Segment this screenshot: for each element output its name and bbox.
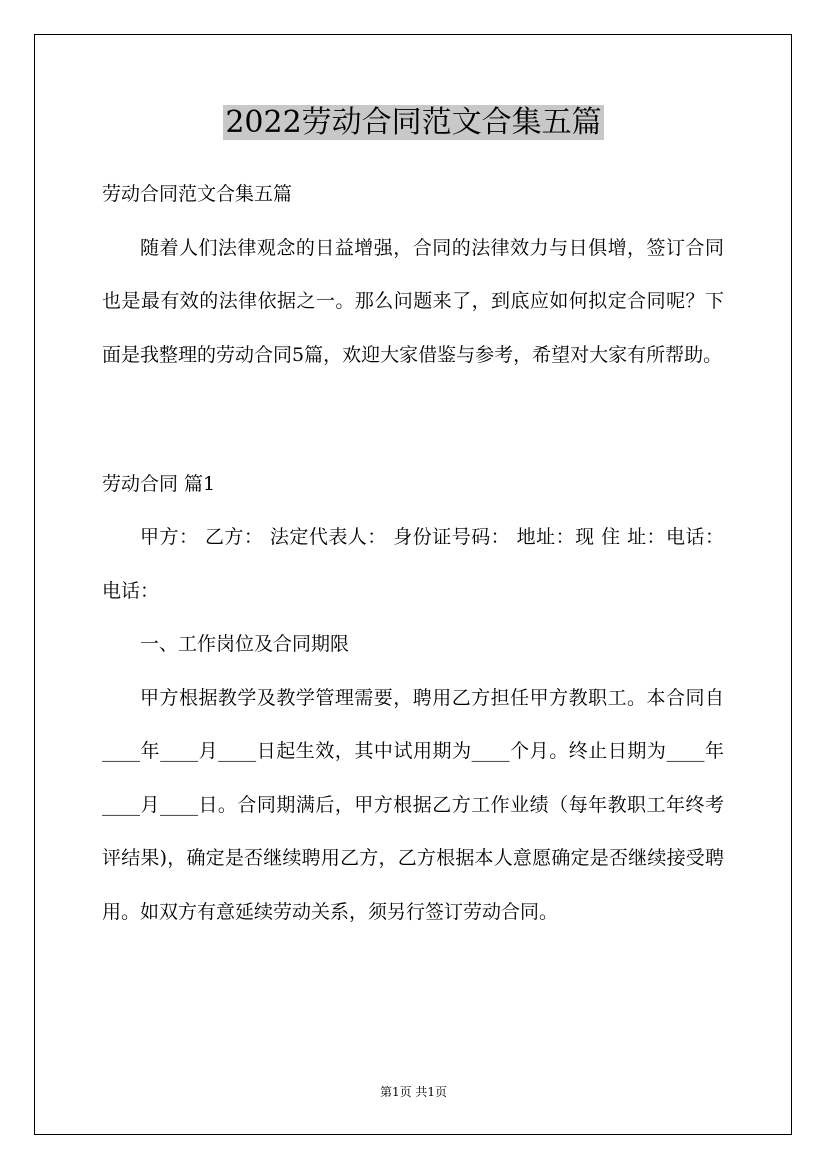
section-heading: 劳动合同 篇1 bbox=[102, 472, 216, 495]
clause-heading: 一、工作岗位及合同期限 bbox=[140, 633, 350, 655]
intro-paragraph: 随着人们法律观念的日益增强，合同的法律效力与日俱增，签订合同也是最有效的法律依据之一。那么问题来了，到底应如何拟定合同呢？下面是我整理的劳动合同5篇，欢迎大家借鉴与参考，希望对大家有所帮助。 bbox=[102, 236, 724, 366]
clause-paragraph: 甲方根据教学及教学管理需要，聘用乙方担任甲方教职工。本合同自____年____月____日起生效，其中试用期为____个月。终止日期为____年____月____日。合同期满后，甲方根据乙方工作业绩（每年教职工年终考评结果)，确定是否继续聘用乙方，乙方根据本人意愿确定是否继续接受聘用。如双方有意延续劳动关系，须另行签订劳动合同。 bbox=[102, 686, 724, 923]
document-title-text: 2022劳动合同范文合集五篇 bbox=[225, 105, 602, 140]
page-footer: 第1页 共1页 bbox=[379, 1085, 448, 1099]
document-title bbox=[0, 100, 827, 146]
parties-line: 甲方： 乙方： 法定代表人： 身份证号码： 地址：现 住 址：电话： 电话： bbox=[102, 526, 724, 602]
document-body bbox=[102, 168, 724, 939]
document-subtitle: 劳动合同范文合集五篇 bbox=[102, 183, 293, 205]
